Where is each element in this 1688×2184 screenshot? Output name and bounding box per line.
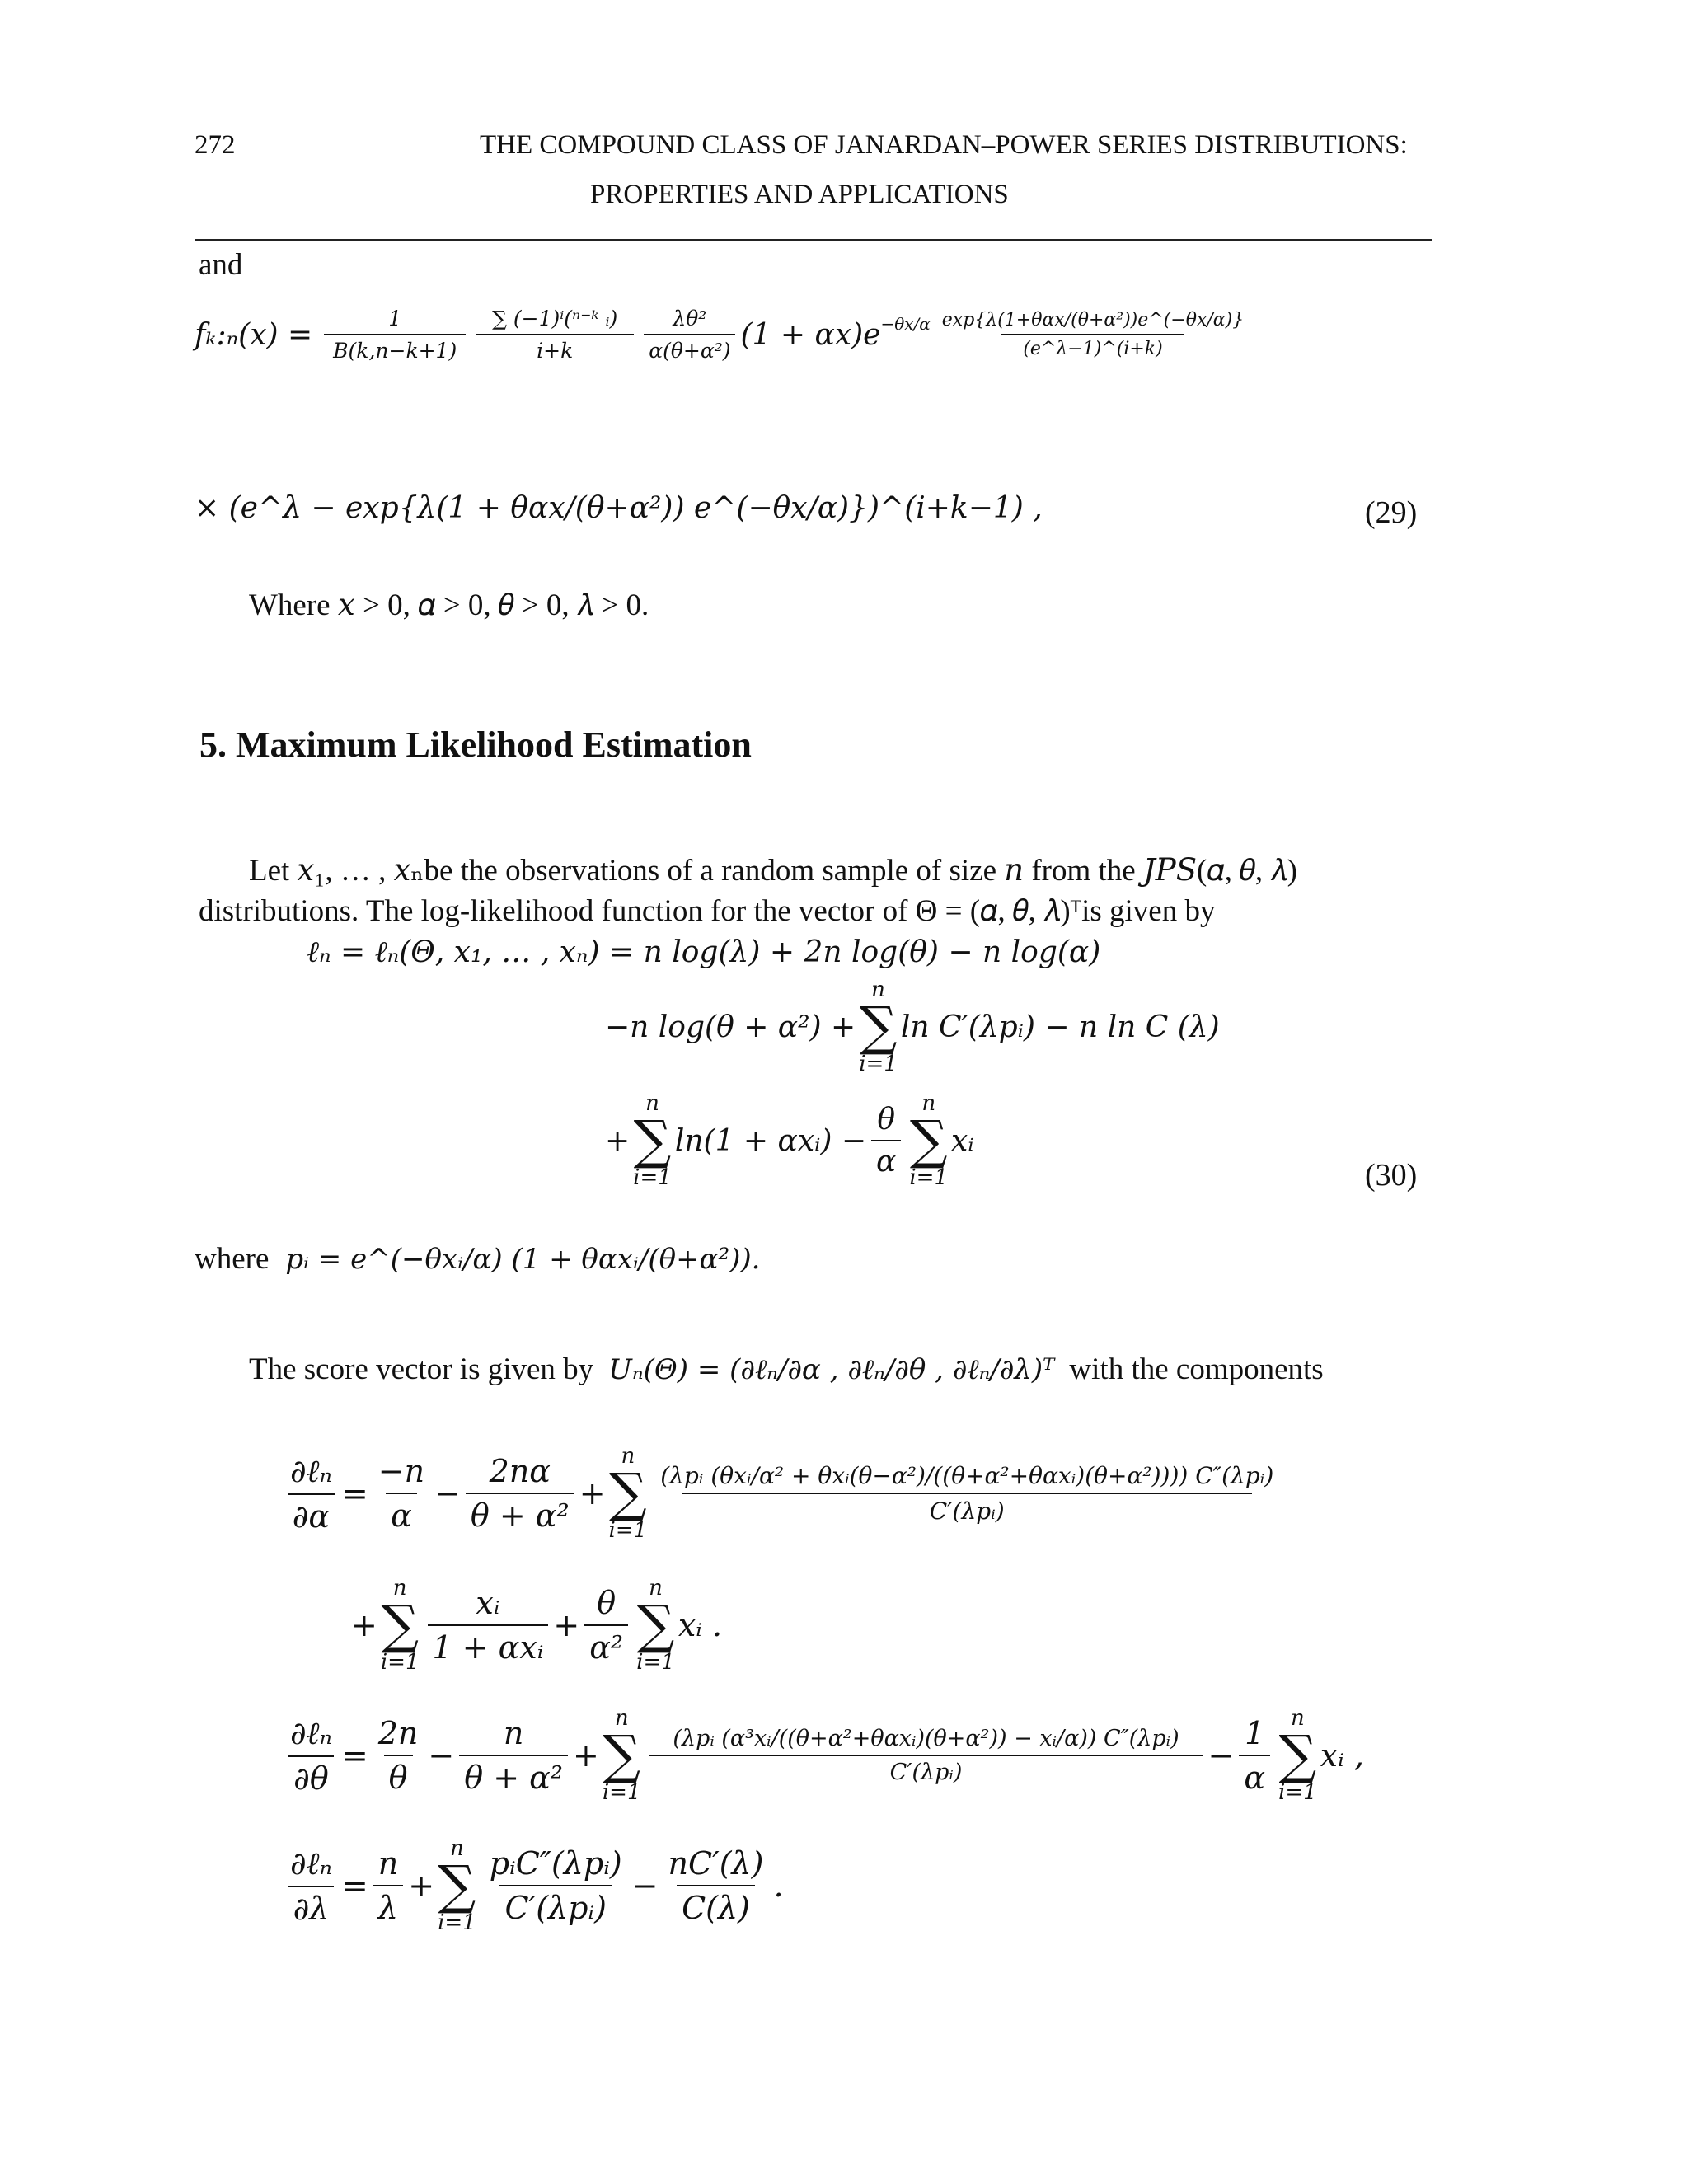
sum-symbol: 𝑛 ∑ 𝑖=1	[633, 1091, 672, 1190]
eq29-exp: −𝜃𝑥/𝛼	[880, 314, 931, 334]
dlambda-line: $\frac{\text{∂ℓₙ}}{\text{∂𝜆}}$ = $\frac{\text{𝑛}}{\text{𝜆}}$ + 𝑛 ∑ 𝑖=1 $\frac{\text{𝑝ᵢ𝐶″(𝜆𝑝ᵢ)}}{\text{𝐶′(𝜆𝑝ᵢ)}}$ − $\frac{\text{𝑛𝐶′(𝜆)}}{\text{𝐶(𝜆)}}$ .	[280, 1836, 784, 1935]
eq30-number: (30)	[1365, 1158, 1418, 1193]
pi-definition: where 𝑝ᵢ = 𝑒^(−𝜃𝑥ᵢ/𝛼) (1 + 𝜃𝛼𝑥ᵢ/(𝜃+𝛼²)).	[195, 1242, 761, 1276]
page-number: 272	[195, 130, 236, 160]
dtheta-lhs: $\frac{\text{∂ℓₙ}}{\text{∂𝜃}}$	[290, 1714, 332, 1797]
para1-line2: distributions. The log-likelihood function for the vector of Θ = (𝛼, 𝜃, 𝜆)ᵀis given by	[199, 894, 1216, 928]
dalpha-line1: $\frac{\text{∂ℓₙ}}{\text{∂𝛼}}$ = $\frac{\text{−𝑛}}{\text{𝛼}}$ − $\frac{\text{2𝑛𝛼}}{\text{𝜃 + 𝛼²}}$ + 𝑛 ∑ 𝑖=1 (𝜆𝑝ᵢ (𝜃𝑥ᵢ/𝛼² + 𝜃𝑥ᵢ(𝜃−𝛼²)/((𝜃+𝛼²+𝜃𝛼𝑥ᵢ)(𝜃+𝛼²)))) 𝐶″(𝜆𝑝ᵢ) 𝐶′(𝜆𝑝ᵢ)	[280, 1444, 1283, 1543]
dalpha-line2: + 𝑛 ∑ 𝑖=1 $\frac{\text{𝑥ᵢ}}{\text{1 + 𝛼𝑥ᵢ}}$ + $\frac{\text{𝜃}}{\text{𝛼²}}$ 𝑛 ∑ 𝑖=1 𝑥ᵢ .	[351, 1576, 723, 1675]
sum-symbol: 𝑛 ∑ 𝑖=1	[438, 1836, 476, 1935]
running-title-line2: PROPERTIES AND APPLICATIONS	[590, 180, 1009, 209]
section-title: 5. Maximum Likelihood Estimation	[199, 724, 752, 765]
eq29-frac2: $\frac{\text{∑ (−1)ⁱ(ⁿ⁻ᵏ ᵢ)}}{\text{𝑖+𝑘}}$	[476, 307, 634, 363]
dalpha-lhs: $\frac{\text{∂ℓₙ}}{\text{∂𝛼}}$	[285, 1453, 337, 1535]
eq29-frac1: $\frac{1}{\text{𝐵(𝑘,𝑛−𝑘+1)}}$	[324, 307, 466, 363]
eq29-frac3: $\frac{\text{𝜆𝜃²}}{\text{𝛼(𝜃+𝛼²)}}$	[644, 307, 735, 363]
eq29-line2: × (𝑒^𝜆 − 𝑒𝑥𝑝{𝜆(1 + 𝜃𝛼𝑥/(𝜃+𝛼²)) 𝑒^(−𝜃𝑥/𝛼)})^(𝑖+𝑘−1) ,	[195, 491, 1043, 525]
eq30-line3: + 𝑛 ∑ 𝑖=1 𝑙𝑛(1 + 𝛼𝑥ᵢ) − $\frac{\text{𝜃}}{\text{𝛼}}$ 𝑛 ∑ 𝑖=1 𝑥ᵢ	[605, 1091, 974, 1190]
eq29-lhs: 𝑓ₖ:ₙ(𝑥) =	[195, 317, 313, 352]
eq29-line1	[195, 307, 1254, 363]
sum-symbol: 𝑛 ∑ 𝑖=1	[1278, 1706, 1317, 1805]
dtheta-line: $\frac{\text{∂ℓₙ}}{\text{∂𝜃}}$ = $\frac{\text{2𝑛}}{\text{𝜃}}$ − $\frac{\text{𝑛}}{\text{𝜃 + 𝛼²}}$ + 𝑛 ∑ 𝑖=1 (𝜆𝑝ᵢ (𝛼³𝑥ᵢ/((𝜃+𝛼²+𝜃𝛼𝑥ᵢ)(𝜃+𝛼²)) − 𝑥ᵢ/𝛼)) 𝐶″(𝜆𝑝ᵢ) 𝐶′(𝜆𝑝ᵢ) − $\frac{1}{\text{𝛼}}$ 𝑛 ∑ 𝑖=1 𝑥ᵢ ,	[280, 1706, 1364, 1805]
sum-symbol: 𝑛 ∑ 𝑖=1	[636, 1576, 675, 1675]
theta-over-alpha: $\frac{\text{𝜃}}{\text{𝛼}}$	[871, 1103, 901, 1179]
sum-symbol: 𝑛 ∑ 𝑖=1	[380, 1576, 420, 1675]
eq29-frac4: $\frac{\text{𝑒𝑥𝑝\{𝜆(1+𝜃𝛼𝑥/(𝜃+𝛼²))𝑒\textasciicircum{}(−𝜃𝑥/𝛼)\}}}{\text{(𝑒\textasciicircum{}𝜆−1)\textasciicircum{}(𝑖+𝑘)}}$	[941, 310, 1245, 359]
and-text: and	[199, 248, 243, 282]
eq29-number: (29)	[1365, 495, 1418, 530]
eq30-line2: −𝑛 𝑙𝑜𝑔(𝜃 + 𝛼²) + 𝑛 ∑ 𝑖=1 𝑙𝑛 𝐶′(𝜆𝑝ᵢ) − 𝑛 𝑙𝑛 𝐶 (𝜆)	[605, 977, 1220, 1076]
where-conditions: Where 𝑥 > 0, 𝛼 > 0, 𝜃 > 0, 𝜆 > 0.	[249, 588, 649, 622]
score-vector-line: The score vector is given by 𝑈ₙ(Θ) = (∂ℓₙ/∂𝛼 , ∂ℓₙ/∂𝜃 , ∂ℓₙ/∂𝜆)ᵀ with the components	[249, 1352, 1324, 1386]
para1-line1: Let 𝑥₁, … , 𝑥ₙbe the observations of a random sample of size 𝑛 from the 𝐽𝑃𝑆(𝛼, 𝜃, 𝜆)	[249, 854, 1297, 888]
header-rule	[195, 239, 1432, 241]
running-title-line1: THE COMPOUND CLASS OF JANARDAN–POWER SERIES DISTRIBUTIONS:	[480, 130, 1408, 160]
eq30-line1: ℓₙ = ℓₙ(Θ, 𝑥₁, … , 𝑥ₙ) = 𝑛 𝑙𝑜𝑔(𝜆) + 2𝑛 𝑙𝑜𝑔(𝜃) − 𝑛 𝑙𝑜𝑔(𝛼)	[307, 935, 1101, 969]
sum-symbol: 𝑛 ∑ 𝑖=1	[859, 977, 898, 1076]
sum-symbol: 𝑛 ∑ 𝑖=1	[602, 1706, 641, 1805]
sum-symbol: 𝑛 ∑ 𝑖=1	[608, 1444, 648, 1543]
dlambda-lhs: $\frac{\text{∂ℓₙ}}{\text{∂𝜆}}$	[285, 1845, 337, 1927]
sum-symbol: 𝑛 ∑ 𝑖=1	[909, 1091, 949, 1190]
eq29-mid: (1 + 𝛼𝑥)𝑒	[740, 317, 881, 352]
